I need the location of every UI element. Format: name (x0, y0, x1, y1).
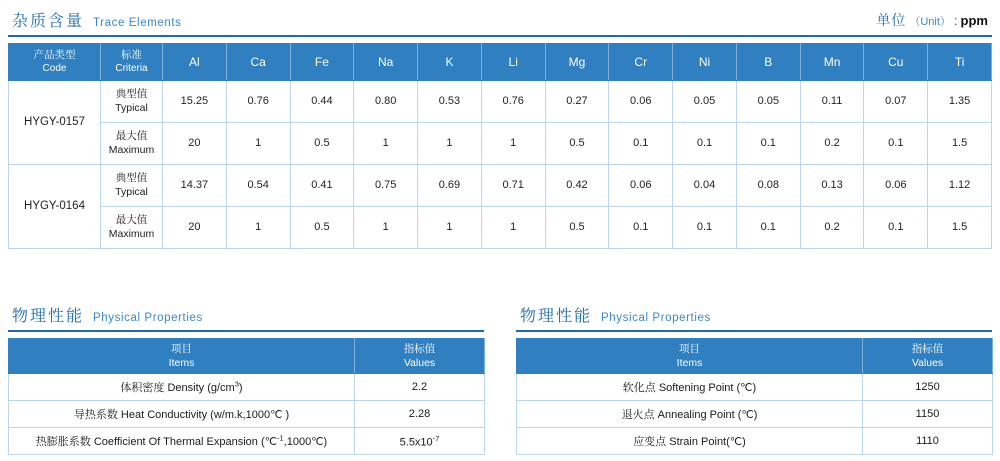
physical-properties-left-section (8, 303, 484, 455)
header-element-b: B (736, 44, 800, 81)
unit-colon: : (953, 12, 958, 28)
cell-value: 1.5 (928, 122, 992, 164)
cell-value: 0.76 (226, 80, 290, 122)
trace-elements-title-bar (8, 8, 992, 37)
header-values-cn: 指标值 (403, 343, 436, 355)
header-values-en: Values (403, 357, 436, 370)
header-code-cn: 产品类型 (33, 49, 76, 61)
header-element-ti: Ti (928, 44, 992, 81)
trace-elements-title-cn: 杂质含量 (12, 13, 85, 30)
cell-criteria-cn: 典型值 (115, 88, 148, 100)
table-row (9, 401, 485, 428)
cell-item (517, 374, 863, 401)
cell-item-cn: 热膨胀系数 (35, 436, 91, 449)
cell-value: 0.1 (864, 206, 928, 248)
cell-item-en: Softening Point (℃) (658, 382, 757, 395)
cell-value: 0.1 (736, 122, 800, 164)
cell-value: 1 (226, 122, 290, 164)
header-element-al: Al (163, 44, 227, 81)
cell-criteria (101, 122, 163, 164)
cell-item-en: Density (g/cm (167, 382, 235, 395)
cell-item (517, 428, 863, 455)
cell-value: 0.07 (864, 80, 928, 122)
cell-value: 0.05 (736, 80, 800, 122)
table-row (517, 428, 993, 455)
cell-value: 1250 (863, 374, 993, 401)
cell-value: 0.1 (673, 122, 737, 164)
physical-properties-right-title-en: Physical Properties (601, 312, 711, 324)
cell-item-sup: -1 (276, 433, 284, 443)
physical-properties-right-table (516, 338, 993, 455)
trace-elements-table (8, 43, 992, 249)
cell-value: 1 (226, 206, 290, 248)
header-element-li: Li (481, 44, 545, 81)
cell-item-cn: 退火点 (621, 409, 655, 422)
table-row (517, 374, 993, 401)
cell-value: 0.06 (609, 164, 673, 206)
cell-item (517, 401, 863, 428)
cell-value (355, 428, 485, 455)
cell-item-cn: 软化点 (622, 382, 656, 395)
cell-value: 20 (163, 122, 227, 164)
header-element-ni: Ni (673, 44, 737, 81)
cell-item-cn: 应变点 (633, 436, 667, 449)
header-element-ca: Ca (226, 44, 290, 81)
cell-value: 1 (354, 206, 418, 248)
table-row (9, 206, 992, 248)
header-element-na: Na (354, 44, 418, 81)
cell-criteria-en: Maximum (108, 228, 155, 241)
cell-value: 1110 (863, 428, 993, 455)
table-row (9, 374, 485, 401)
cell-item (9, 401, 355, 428)
cell-value-sup: -7 (432, 434, 440, 444)
cell-value: 0.80 (354, 80, 418, 122)
cell-value: 0.13 (800, 164, 864, 206)
cell-item-en: Strain Point(℃) (669, 436, 746, 449)
trace-elements-section (8, 8, 992, 249)
cell-value: 1150 (863, 401, 993, 428)
cell-value: 1.12 (928, 164, 992, 206)
header-element-cr: Cr (609, 44, 673, 81)
header-values-cn: 指标值 (911, 343, 944, 355)
physical-properties-left-title-en: Physical Properties (93, 312, 203, 324)
cell-value: 0.5 (290, 206, 354, 248)
cell-value: 0.71 (481, 164, 545, 206)
cell-value: 0.44 (290, 80, 354, 122)
cell-code: HYGY-0164 (9, 164, 101, 248)
cell-value: 15.25 (163, 80, 227, 122)
table-row (9, 122, 992, 164)
cell-code: HYGY-0157 (9, 80, 101, 164)
cell-item-en: Heat Conductivity (w/m.k,1000℃ ) (120, 409, 290, 422)
cell-item-en: Annealing Point (℃) (657, 409, 758, 422)
header-element-k: K (418, 44, 482, 81)
cell-item-tail: ,1000℃) (283, 436, 328, 449)
cell-criteria-en: Typical (115, 102, 148, 115)
physical-properties-row (8, 303, 992, 455)
header-items (517, 339, 863, 374)
cell-value: 0.1 (609, 122, 673, 164)
table-header-row (9, 44, 992, 81)
cell-value: 0.41 (290, 164, 354, 206)
physical-properties-left-table (8, 338, 485, 455)
cell-value: 0.06 (864, 164, 928, 206)
table-row (9, 80, 992, 122)
header-criteria-cn: 标准 (121, 49, 142, 61)
cell-value: 1 (354, 122, 418, 164)
cell-value: 0.1 (609, 206, 673, 248)
cell-item (9, 428, 355, 455)
cell-criteria-cn: 典型值 (115, 172, 148, 184)
cell-criteria (101, 164, 163, 206)
header-values (863, 339, 993, 374)
cell-value: 0.1 (864, 122, 928, 164)
cell-value: 0.1 (673, 206, 737, 248)
header-element-mg: Mg (545, 44, 609, 81)
table-row (9, 428, 485, 455)
table-header-row (9, 339, 485, 374)
cell-item-tail: ) (238, 382, 243, 395)
cell-value: 14.37 (163, 164, 227, 206)
cell-value: 0.2 (800, 206, 864, 248)
cell-value-base: 5.5x10 (399, 436, 433, 449)
physical-properties-left-title-cn: 物理性能 (12, 308, 85, 325)
trace-elements-title-group (12, 8, 182, 31)
cell-value: 0.5 (545, 122, 609, 164)
table-row (517, 401, 993, 428)
cell-item-cn: 体积密度 (120, 382, 165, 395)
cell-value: 0.75 (354, 164, 418, 206)
cell-value: 1.5 (928, 206, 992, 248)
cell-item-sup: 3 (234, 379, 239, 389)
physical-properties-right-section (516, 303, 992, 455)
header-element-mn: Mn (800, 44, 864, 81)
cell-value: 1 (418, 206, 482, 248)
header-element-cu: Cu (864, 44, 928, 81)
cell-value: 2.28 (355, 401, 485, 428)
header-items-cn: 项目 (679, 343, 700, 355)
header-items-en: Items (676, 357, 703, 370)
cell-value: 2.2 (355, 374, 485, 401)
cell-value: 0.08 (736, 164, 800, 206)
header-items-cn: 项目 (171, 343, 192, 355)
header-element-fe: Fe (290, 44, 354, 81)
table-header-row (517, 339, 993, 374)
cell-value: 0.69 (418, 164, 482, 206)
header-criteria-en: Criteria (115, 63, 148, 75)
physical-properties-left-title-bar (8, 303, 484, 332)
cell-value: 0.42 (545, 164, 609, 206)
cell-value: 0.76 (481, 80, 545, 122)
cell-value: 0.2 (800, 122, 864, 164)
header-values-en: Values (911, 357, 944, 370)
trace-elements-title-en: Trace Elements (93, 17, 182, 29)
cell-value: 0.5 (545, 206, 609, 248)
cell-criteria-cn: 最大值 (115, 130, 148, 142)
cell-value: 0.04 (673, 164, 737, 206)
physical-properties-right-title-bar (516, 303, 992, 332)
unit-label-en: （Unit） (909, 15, 951, 28)
header-code-en: Code (42, 63, 67, 75)
cell-value: 0.11 (800, 80, 864, 122)
header-criteria (101, 44, 163, 81)
header-items (9, 339, 355, 374)
cell-value: 0.05 (673, 80, 737, 122)
cell-value: 1 (481, 122, 545, 164)
cell-value: 0.1 (736, 206, 800, 248)
cell-value: 1 (418, 122, 482, 164)
cell-value: 0.5 (290, 122, 354, 164)
unit-group (876, 10, 988, 30)
cell-criteria-en: Typical (115, 186, 148, 199)
cell-value: 20 (163, 206, 227, 248)
table-row (9, 164, 992, 206)
header-items-en: Items (168, 357, 195, 370)
header-values (355, 339, 485, 374)
header-code (9, 44, 101, 81)
cell-item-en: Coefficient Of Thermal Expansion (℃ (93, 436, 277, 449)
cell-value: 0.27 (545, 80, 609, 122)
cell-item-cn: 导热系数 (73, 409, 118, 422)
cell-value: 1.35 (928, 80, 992, 122)
cell-criteria-en: Maximum (108, 144, 155, 157)
cell-value: 0.06 (609, 80, 673, 122)
cell-criteria-cn: 最大值 (115, 214, 148, 226)
cell-criteria (101, 206, 163, 248)
cell-value: 0.54 (226, 164, 290, 206)
cell-item (9, 374, 355, 401)
cell-criteria (101, 80, 163, 122)
cell-value: 0.53 (418, 80, 482, 122)
unit-label-cn: 单位 (876, 11, 907, 28)
unit-value: ppm (960, 12, 988, 28)
cell-value: 1 (481, 206, 545, 248)
physical-properties-right-title-cn: 物理性能 (520, 308, 593, 325)
